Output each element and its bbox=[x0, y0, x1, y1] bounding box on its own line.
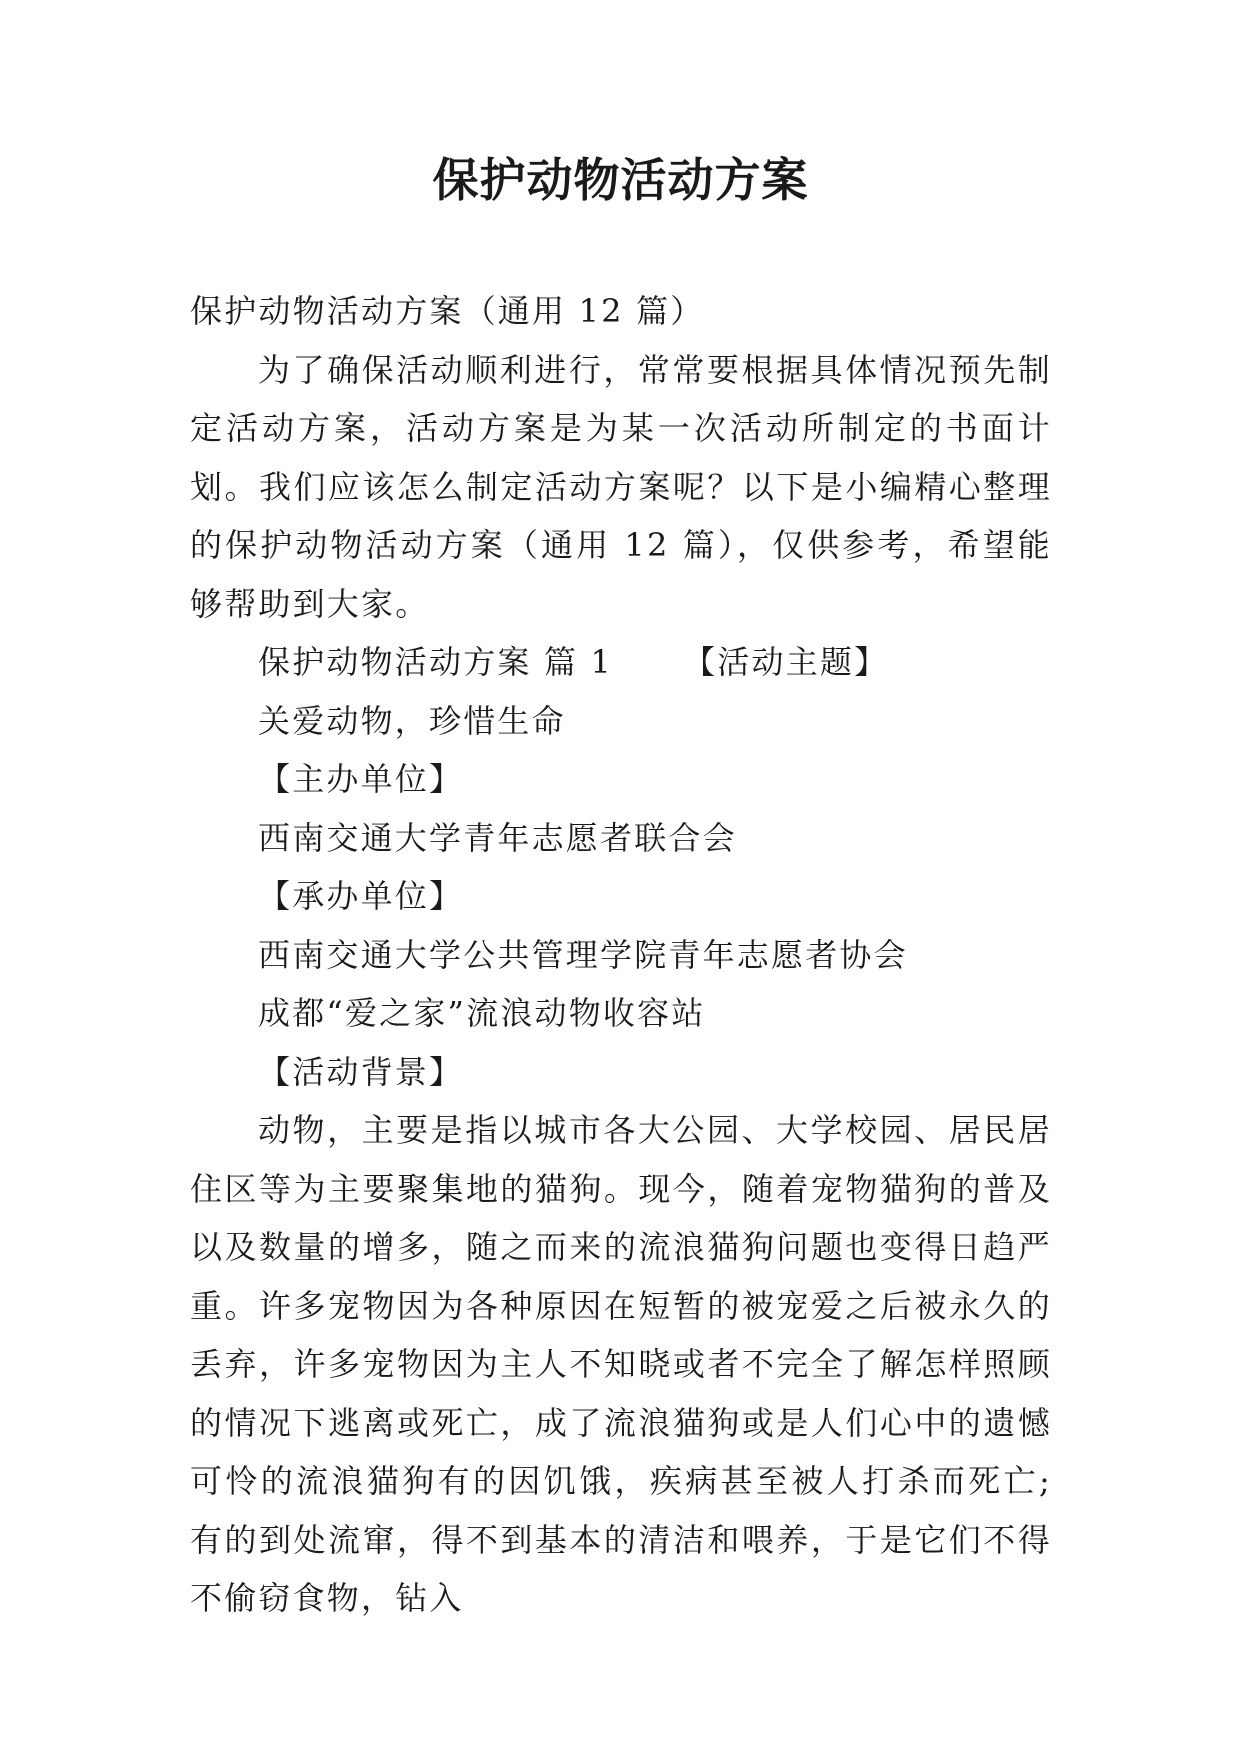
coorganizer-text-2: 成都“爱之家”流浪动物收容站 bbox=[258, 994, 706, 1032]
theme-heading: 【活动主题】 bbox=[683, 643, 889, 681]
intro-paragraph: 为了确保活动顺利进行，常常要根据具体情况预先制定活动方案，活动方案是为某一次活动所制定的书面计划。我们应该怎么制定活动方案呢？以下是小编精心整理的保护动物活动方案（通用 12 篇），仅供参考，希望能够帮助到大家。 bbox=[190, 350, 1052, 623]
section-1-label: 保护动物活动方案 篇 1 bbox=[258, 643, 614, 681]
coorganizer-heading: 【承办单位】 bbox=[258, 877, 464, 915]
coorganizer-text-1: 西南交通大学公共管理学院青年志愿者协会 bbox=[258, 935, 908, 974]
organizer-heading: 【主办单位】 bbox=[258, 760, 464, 798]
document-title: 保护动物活动方案 bbox=[432, 153, 809, 207]
document-body bbox=[190, 282, 1052, 1628]
organizer-text: 西南交通大学青年志愿者联合会 bbox=[258, 818, 737, 857]
document-subtitle: 保护动物活动方案（通用 12 篇） bbox=[190, 292, 705, 330]
section-1-heading-line bbox=[190, 633, 1052, 692]
background-paragraph: 动物，主要是指以城市各大公园、大学校园、居民居住区等为主要聚集地的猫狗。现今，随着宠物猫狗的普及以及数量的增多，随之而来的流浪猫狗问题也变得日趋严重。许多宠物因为各种原因在短暂的被宠爱之后被永久的丢弃，许多宠物因为主人不知晓或者不完全了解怎样照顾的情况下逃离或死亡，成了流浪猫狗或是人们心中的遗憾可怜的流浪猫狗有的因饥饿，疾病甚至被人打杀而死亡;有的到处流窜，得不到基本的清洁和喂养，于是它们不得不偷窃食物，钻入 bbox=[190, 1111, 1052, 1617]
theme-text: 关爱动物，珍惜生命 bbox=[258, 701, 566, 740]
background-heading: 【活动背景】 bbox=[258, 1052, 464, 1091]
